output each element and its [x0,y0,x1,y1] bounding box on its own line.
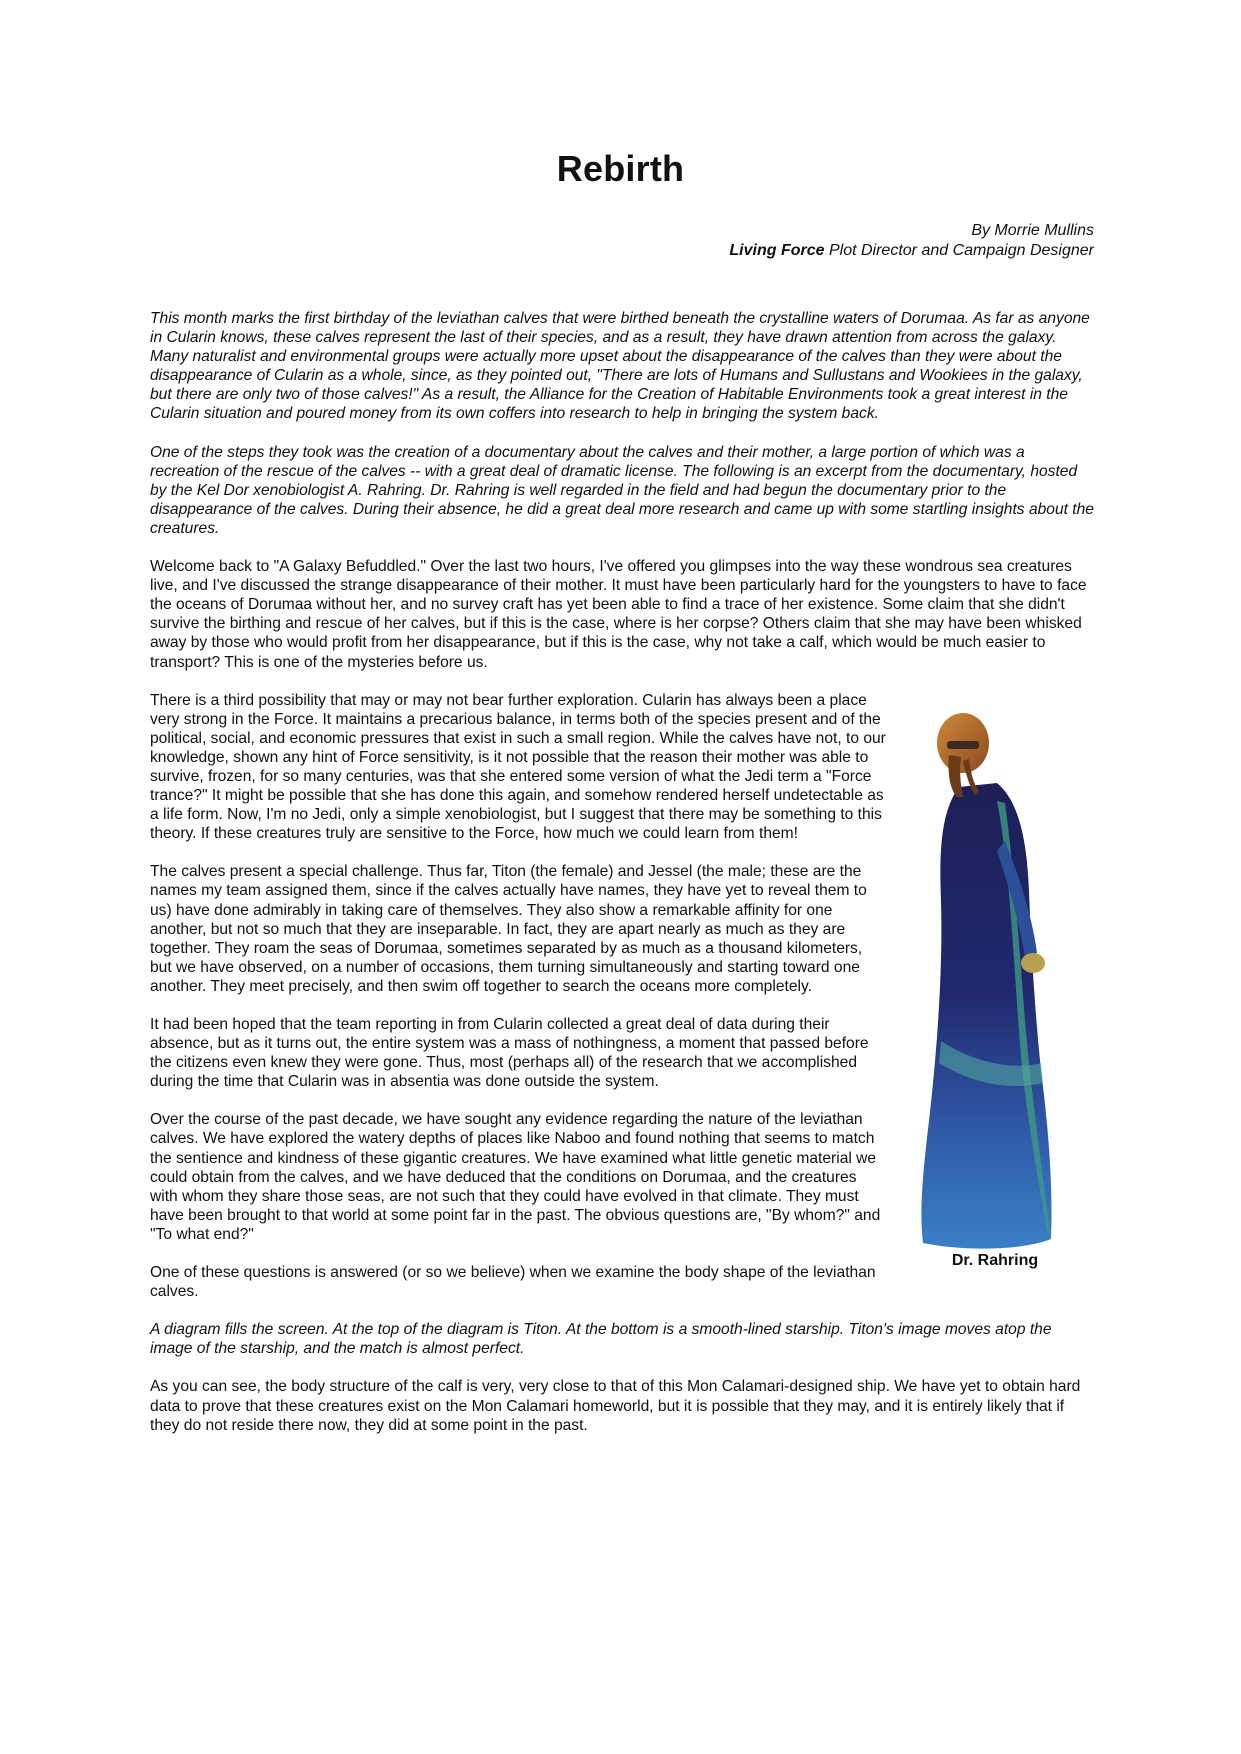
intro-paragraph-1: This month marks the first birthday of the leviathan calves that were birthed beneath the crystalline waters of Dorumaa. As far as anyone in Cularin knows, these calves represent the last of their species, and as a result, they have drawn attention from across the galaxy. Many naturalist and environmental groups were actually more upset about the disappearance of the calves than they were about the disappearance of Cularin as a whole, since, as they pointed out, "There are lots of Humans and Sullustans and Wookiees in the galaxy, but there are only two of those calves!" As a result, the Alliance for the Creation of Habitable Environments took a great interest in the Cularin situation and poured money from its own coffers into research to help in bringing the system back. [150,310,1090,423]
byline-role [729,241,1094,261]
body-paragraph: Over the course of the past decade, we have sought any evidence regarding the nature of the leviathan calves. We have explored the watery depths of places like Naboo and found nothing that seems to match the sentience and kindness of these gigantic creatures. We have examined what little genetic material we could obtain from the calves, and we have deduced that the conditions on Dorumaa, and the creatures with whom they share those seas, are not such that they could have evolved in that climate. They must have been brought to that world at some point far in the past. The obvious questions are, "By whom?" and "To what end?" [150,1111,881,1243]
article-body [150,309,1095,1454]
rahring-figure [901,691,1089,1271]
byline [729,221,1094,261]
intro-paragraph-2: One of the steps they took was the creation of a documentary about the calves and their mother, a large portion of which was a recreation of the rescue of the calves -- with a great deal of dramatic license. The following is an excerpt from the documentary, hosted by the Kel Dor xenobiologist A. Rahring. Dr. Rahring is well regarded in the field and had begun the documentary prior to the disappearance of the calves. During their absence, he did a great deal more research and came up with some startling insights about the creatures. [150,443,1094,537]
kel-dor-figure-illustration [901,691,1089,1251]
body-paragraph: Welcome back to "A Galaxy Befuddled." Over the last two hours, I've offered you glimpses into the way these wondrous sea creatures live, and I've discussed the strange disappearance of their mother. It must have been particularly hard for the youngsters to have to face the oceans of Dorumaa without her, and no survey craft has yet been able to find a trace of her existence. Some claim that she didn't survive the birthing and rescue of her calves, but if this is the case, where is her corpse? Others claim that she may have been whisked away by those who would profit from her disappearance, but if this is the case, why not take a calf, which would be much easier to transport? This is one of the mysteries before us. [150,558,1087,671]
byline-role-bold: Living Force [729,242,825,259]
body-paragraph: As you can see, the body structure of the calf is very, very close to that of this Mon Calamari-designed ship. We have yet to obtain hard data to prove that these creatures exist on the Mon Calamari homeworld, but it is possible that they may, and it is entirely likely that if they do not reside there now, they did at some point in the past. [150,1378,1081,1434]
byline-author: By Morrie Mullins [971,222,1094,239]
body-paragraph: It had been hoped that the team reporting in from Cularin collected a great deal of data during their absence, but as it turns out, the entire system was a mass of nothingness, a moment that passed before the citizens even knew they were gone. Thus, most (perhaps all) of the research that we accomplished during the time that Cularin was in absentia was done outside the system. [150,1016,869,1091]
figure-caption: Dr. Rahring [951,1251,1039,1269]
page-title: Rebirth [556,148,685,189]
body-paragraph: One of these questions is answered (or so we believe) when we examine the body shape of the leviathan calves. [150,1264,876,1301]
byline-role-rest: Plot Director and Campaign Designer [824,242,1094,259]
body-paragraph: The calves present a special challenge. Thus far, Titon (the female) and Jessel (the male; these are the names my team assigned them, since if the calves actually have names, they have yet to reveal them to us) have done admirably in taking care of themselves. They also show a remarkable affinity for one another, but not so much that they are inseparable. In fact, they are apart nearly as much as they are together. They roam the seas of Dorumaa, sometimes separated by as much as a thousand kilometers, but we have observed, on a number of occasions, them turning simultaneously and starting toward one another. They meet precisely, and then swim off together to search the oceans more completely. [150,863,867,995]
stage-direction-paragraph: A diagram fills the screen. At the top of the diagram is Titon. At the bottom is a smooth-lined starship. Titon's image moves atop the image of the starship, and the match is almost perfect. [150,1321,1052,1358]
body-paragraph: There is a third possibility that may or may not bear further exploration. Cularin has always been a place very strong in the Force. It maintains a precarious balance, in terms both of the species present and of the political, social, and economic pressures that exist in such a small region. While the calves have not, to our knowledge, shown any hint of Force sensitivity, is it not possible that the reason their mother was able to survive, frozen, for so many centuries, was that she entered some version of what the Jedi term a "Force trance?" It might be possible that she has done this again, and somehow rendered herself undetectable as a life form. Now, I'm no Jedi, only a simple xenobiologist, but I suggest that there may be something to this theory. If these creatures truly are sensitive to the Force, how much we could learn from them! [150,691,886,843]
